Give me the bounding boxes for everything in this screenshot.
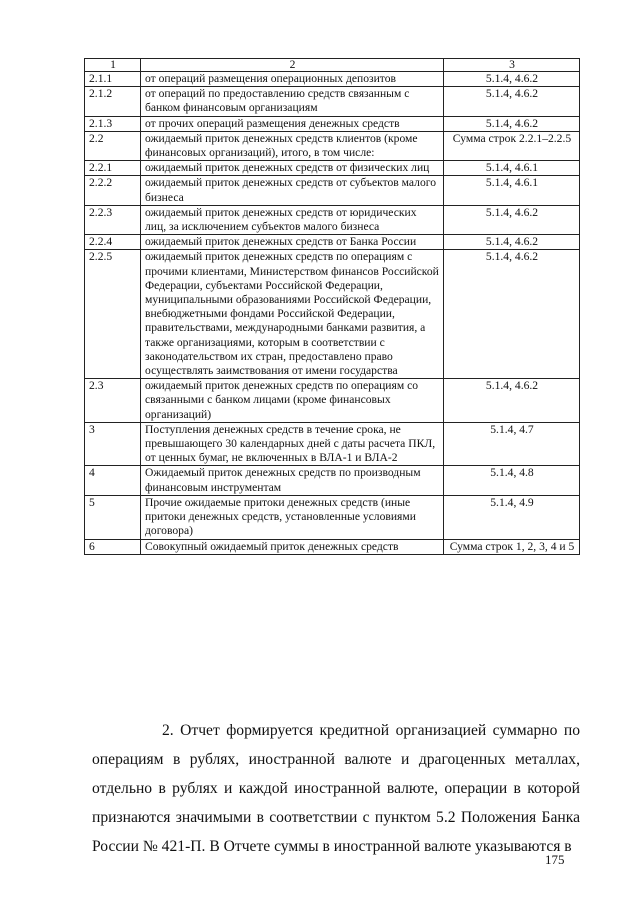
table-header-row xyxy=(85,59,580,72)
row-code: 2.1.3 xyxy=(85,116,141,131)
row-reference: 5.1.4, 4.6.2 xyxy=(444,250,580,379)
row-reference: 5.1.4, 4.6.1 xyxy=(444,161,580,176)
table-row xyxy=(85,87,580,116)
row-reference: 5.1.4, 4.6.1 xyxy=(444,176,580,205)
column-header-1: 1 xyxy=(85,59,141,72)
row-description: Совокупный ожидаемый приток денежных средств xyxy=(141,539,444,554)
row-description: ожидаемый приток денежных средств по операциям с прочими клиентами, Министерством финансов Российской Федерации, субъектами Российской Федерации, муниципальными образованиями Российской Федерации, внебюджетными фондами Российской Федерации, правительствами, международными банками развития, а также организациями, которым в соответствии с законодательством их стран, предоставлено право осуществлять заимствования от имени государства xyxy=(141,250,444,379)
row-code: 6 xyxy=(85,539,141,554)
row-description: ожидаемый приток денежных средств от Банка России xyxy=(141,235,444,250)
table-row xyxy=(85,539,580,554)
row-reference: Сумма строк 2.2.1–2.2.5 xyxy=(444,131,580,160)
row-description: от операций по предоставлению средств связанным с банком финансовым организациям xyxy=(141,87,444,116)
table-row xyxy=(85,235,580,250)
row-code: 2.2.4 xyxy=(85,235,141,250)
page-number: 175 xyxy=(545,852,565,867)
row-reference: Сумма строк 1, 2, 3, 4 и 5 xyxy=(444,539,580,554)
row-code: 2.1.1 xyxy=(85,72,141,87)
row-description: от операций размещения операционных депозитов xyxy=(141,72,444,87)
row-description: ожидаемый приток денежных средств клиентов (кроме финансовых организаций), итого, в том числе: xyxy=(141,131,444,160)
table-row xyxy=(85,131,580,160)
table-row xyxy=(85,466,580,495)
row-code: 2.2.2 xyxy=(85,176,141,205)
body-paragraph: 2. Отчет формируется кредитной организацией суммарно по операциям в рублях, иностранной валюте и драгоценных металлах, отдельно в рублях и каждой иностранной валюте, операции в которой признаются значимыми в соответствии с пунктом 5.2 Положения Банка России № 421-П. В Отчете суммы в иностранной валюте указываются в xyxy=(92,722,580,855)
table-body xyxy=(85,72,580,555)
inflow-table xyxy=(84,58,580,555)
table-row xyxy=(85,205,580,234)
row-description: ожидаемый приток денежных средств от физических лиц xyxy=(141,161,444,176)
row-reference: 5.1.4, 4.6.2 xyxy=(444,72,580,87)
table-row xyxy=(85,250,580,379)
row-code: 2.2 xyxy=(85,131,141,160)
row-code: 3 xyxy=(85,422,141,466)
row-description: ожидаемый приток денежных средств от субъектов малого бизнеса xyxy=(141,176,444,205)
row-code: 4 xyxy=(85,466,141,495)
row-description: Прочие ожидаемые притоки денежных средств (иные притоки денежных средств, установленные условиями договора) xyxy=(141,495,444,539)
row-description: ожидаемый приток денежных средств по операциям со связанными с банком лицами (кроме финансовых организаций) xyxy=(141,379,444,423)
row-reference: 5.1.4, 4.6.2 xyxy=(444,235,580,250)
row-description: Ожидаемый приток денежных средств по производным финансовым инструментам xyxy=(141,466,444,495)
row-code: 2.2.3 xyxy=(85,205,141,234)
row-reference: 5.1.4, 4.8 xyxy=(444,466,580,495)
row-description: ожидаемый приток денежных средств от юридических лиц, за исключением субъектов малого бизнеса xyxy=(141,205,444,234)
row-reference: 5.1.4, 4.6.2 xyxy=(444,379,580,423)
table-row xyxy=(85,422,580,466)
table-row xyxy=(85,72,580,87)
row-reference: 5.1.4, 4.6.2 xyxy=(444,87,580,116)
row-description: Поступления денежных средств в течение срока, не превышающего 30 календарных дней с даты расчета ПКЛ, от ценных бумаг, не включенных в ВЛА-1 и ВЛА-2 xyxy=(141,422,444,466)
table-row xyxy=(85,161,580,176)
row-code: 2.2.1 xyxy=(85,161,141,176)
row-code: 2.2.5 xyxy=(85,250,141,379)
row-code: 5 xyxy=(85,495,141,539)
table-row xyxy=(85,379,580,423)
table-row xyxy=(85,495,580,539)
row-reference: 5.1.4, 4.6.2 xyxy=(444,116,580,131)
row-reference: 5.1.4, 4.6.2 xyxy=(444,205,580,234)
row-code: 2.3 xyxy=(85,379,141,423)
column-header-3: 3 xyxy=(444,59,580,72)
row-reference: 5.1.4, 4.7 xyxy=(444,422,580,466)
column-header-2: 2 xyxy=(141,59,444,72)
table-row xyxy=(85,116,580,131)
row-reference: 5.1.4, 4.9 xyxy=(444,495,580,539)
row-code: 2.1.2 xyxy=(85,87,141,116)
row-description: от прочих операций размещения денежных средств xyxy=(141,116,444,131)
table-row xyxy=(85,176,580,205)
